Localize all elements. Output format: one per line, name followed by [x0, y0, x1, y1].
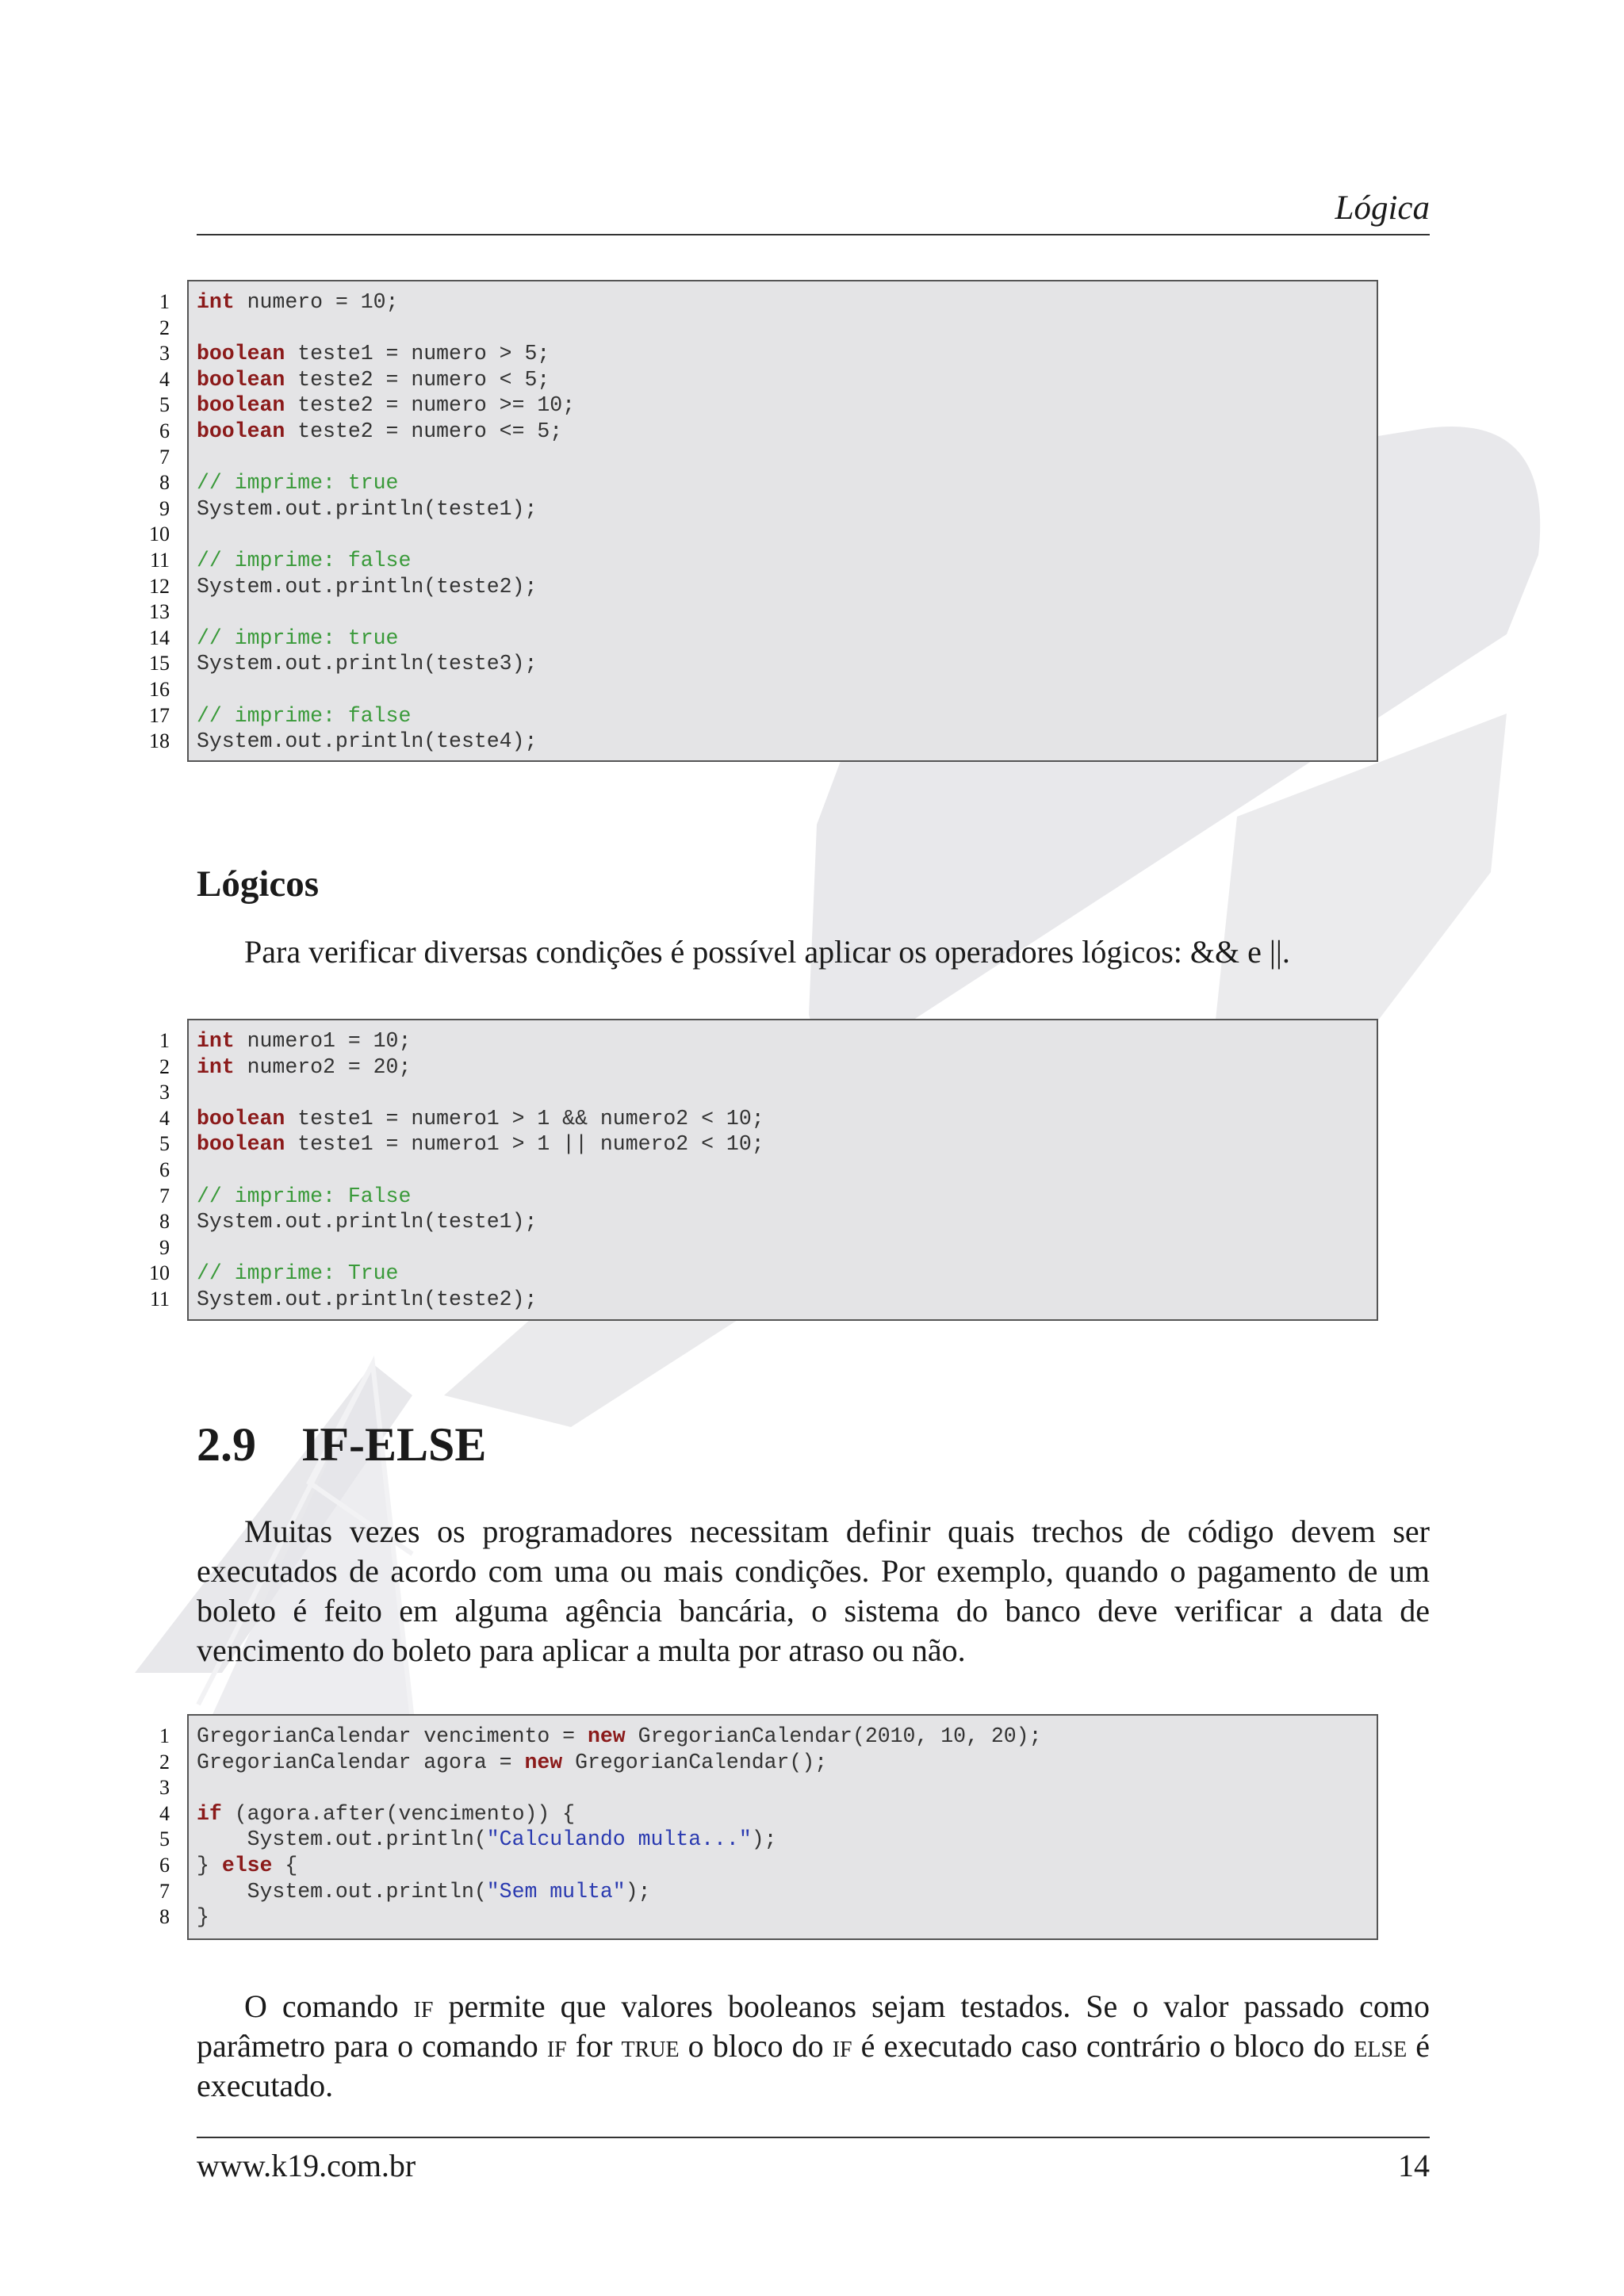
- code-text: int numero = 10;: [197, 290, 399, 314]
- code-text: int numero1 = 10;: [197, 1029, 412, 1053]
- code-text: System.out.println(teste1);: [197, 496, 538, 521]
- code-text: System.out.println(teste3);: [197, 652, 538, 676]
- code-line: [141, 522, 1378, 548]
- code-line: [141, 445, 1378, 471]
- code-text: System.out.println(teste1);: [197, 1210, 538, 1234]
- line-number: 6: [159, 1158, 170, 1181]
- code-line: [141, 1904, 1378, 1931]
- line-number: 11: [149, 1288, 170, 1311]
- line-number: 2: [159, 316, 170, 339]
- code-text: // imprime: true: [197, 626, 399, 650]
- code-line: [141, 599, 1378, 626]
- line-number: 7: [159, 1184, 170, 1207]
- line-number: 6: [159, 1854, 170, 1877]
- code-line: [141, 1750, 1378, 1776]
- code-text: boolean teste1 = numero1 > 1 || numero2 < 10;: [197, 1132, 764, 1157]
- code-text: System.out.println("Sem multa");: [197, 1879, 651, 1904]
- code-line: [141, 367, 1378, 393]
- line-number: 15: [149, 652, 170, 675]
- code-line: [141, 419, 1378, 445]
- line-number: 4: [159, 1106, 170, 1130]
- code-text: GregorianCalendar vencimento = new GregorianCalendar(2010, 10, 20);: [197, 1724, 1042, 1748]
- code-line: [141, 1724, 1378, 1750]
- code-line: [141, 1080, 1378, 1106]
- code-text: boolean teste1 = numero > 5;: [197, 342, 550, 366]
- code-listing-logical: [141, 1019, 1378, 1321]
- code-line: [141, 496, 1378, 522]
- section-title: IF-ELSE: [301, 1418, 487, 1471]
- code-text: // imprime: False: [197, 1184, 412, 1208]
- code-line: [141, 1775, 1378, 1801]
- line-number: 18: [149, 729, 170, 753]
- line-number: 7: [159, 1879, 170, 1903]
- code-text: // imprime: false: [197, 549, 412, 572]
- line-number: 4: [159, 1801, 170, 1825]
- code-text: // imprime: true: [197, 471, 399, 496]
- line-number: 7: [159, 445, 170, 469]
- line-number: 5: [159, 1132, 170, 1156]
- code-line: [141, 1028, 1378, 1054]
- code-text: } else {: [197, 1854, 298, 1877]
- line-number: 10: [149, 1261, 170, 1285]
- code-line: [141, 1827, 1378, 1853]
- running-header-title: Lógica: [1335, 189, 1430, 227]
- footer-url[interactable]: www.k19.com.br: [197, 2148, 416, 2183]
- line-number: 5: [159, 1827, 170, 1851]
- code-line: [141, 1106, 1378, 1132]
- code-line: [141, 651, 1378, 677]
- line-number: 8: [159, 1905, 170, 1929]
- section-heading: [197, 1418, 486, 1472]
- logicos-paragraph: Para verificar diversas condições é possível aplicar os operadores lógicos: && e ||.: [244, 934, 1290, 970]
- code-line: [141, 548, 1378, 574]
- line-number: 8: [159, 471, 170, 495]
- line-number: 1: [159, 1029, 170, 1052]
- code-text: System.out.println("Calculando multa...");: [197, 1827, 777, 1852]
- code-line: [141, 341, 1378, 367]
- line-number: 17: [149, 703, 170, 727]
- line-number: 10: [149, 522, 170, 546]
- code-text: boolean teste1 = numero1 > 1 && numero2 < 10;: [197, 1106, 764, 1131]
- section-number: 2.9: [197, 1418, 256, 1471]
- line-number: 8: [159, 1210, 170, 1234]
- line-number: 2: [159, 1750, 170, 1774]
- line-number: 13: [149, 600, 170, 624]
- code-line: [141, 1235, 1378, 1261]
- line-number: 3: [159, 1776, 170, 1800]
- code-line: [141, 1261, 1378, 1287]
- code-line: [141, 392, 1378, 419]
- code-listing-comparison: [141, 280, 1378, 762]
- page-number: 14: [1398, 2148, 1430, 2183]
- code-text: // imprime: True: [197, 1261, 399, 1286]
- line-number: 14: [149, 626, 170, 649]
- code-line: [141, 1801, 1378, 1827]
- code-text: // imprime: false: [197, 703, 412, 728]
- line-number: 12: [149, 574, 170, 598]
- code-line: [141, 677, 1378, 703]
- subsection-heading-logicos: Lógicos: [197, 863, 320, 905]
- code-text: boolean teste2 = numero >= 10;: [197, 393, 576, 418]
- code-line: [141, 1879, 1378, 1905]
- code-line: [141, 703, 1378, 729]
- code-text: boolean teste2 = numero < 5;: [197, 367, 550, 392]
- code-line: [141, 1131, 1378, 1158]
- code-text: System.out.println(teste4);: [197, 729, 538, 754]
- closing-paragraph: O comando if permite que valores booleanos sejam testados. Se o valor passado como parâmetro para o comando if for true o bloco do if é executado caso contrário o bloco do else é executado.: [197, 1988, 1431, 2103]
- line-number: 3: [159, 342, 170, 365]
- line-number: 2: [159, 1054, 170, 1078]
- code-listing-if-else: [141, 1714, 1378, 1940]
- code-line: [141, 316, 1378, 342]
- code-line: [141, 729, 1378, 755]
- header-rule: [197, 234, 1430, 235]
- code-line: [141, 626, 1378, 652]
- code-line: [141, 1287, 1378, 1313]
- code-text: if (agora.after(vencimento)) {: [197, 1801, 576, 1826]
- code-text: boolean teste2 = numero <= 5;: [197, 419, 563, 443]
- line-number: 11: [149, 549, 170, 572]
- code-text: System.out.println(teste2);: [197, 1288, 538, 1311]
- line-number: 9: [159, 1235, 170, 1259]
- line-number: 1: [159, 290, 170, 313]
- code-line: [141, 1158, 1378, 1184]
- code-line: [141, 289, 1378, 316]
- code-text: int numero2 = 20;: [197, 1054, 412, 1079]
- line-number: 3: [159, 1081, 170, 1104]
- if-else-paragraph: Muitas vezes os programadores necessitam definir quais trechos de código devem ser executados de acordo com uma ou mais condições. Por exemplo, quando o pagamento de um boleto é feito em alguma agência bancária, o sistema do banco deve verificar a data de vencimento do boleto para aplicar a multa por atraso ou não.: [197, 1513, 1430, 1668]
- code-text: System.out.println(teste2);: [197, 574, 538, 599]
- code-line: [141, 574, 1378, 600]
- line-number: 5: [159, 393, 170, 417]
- line-number: 4: [159, 367, 170, 391]
- line-number: 1: [159, 1724, 170, 1747]
- code-text: GregorianCalendar agora = new GregorianCalendar();: [197, 1750, 828, 1774]
- line-number: 9: [159, 496, 170, 520]
- code-line: [141, 470, 1378, 496]
- line-number: 6: [159, 419, 170, 442]
- footer-rule: [197, 2137, 1430, 2138]
- code-line: [141, 1184, 1378, 1210]
- code-text: }: [197, 1905, 209, 1930]
- code-line: [141, 1054, 1378, 1081]
- code-line: [141, 1209, 1378, 1235]
- code-line: [141, 1853, 1378, 1879]
- line-number: 16: [149, 678, 170, 701]
